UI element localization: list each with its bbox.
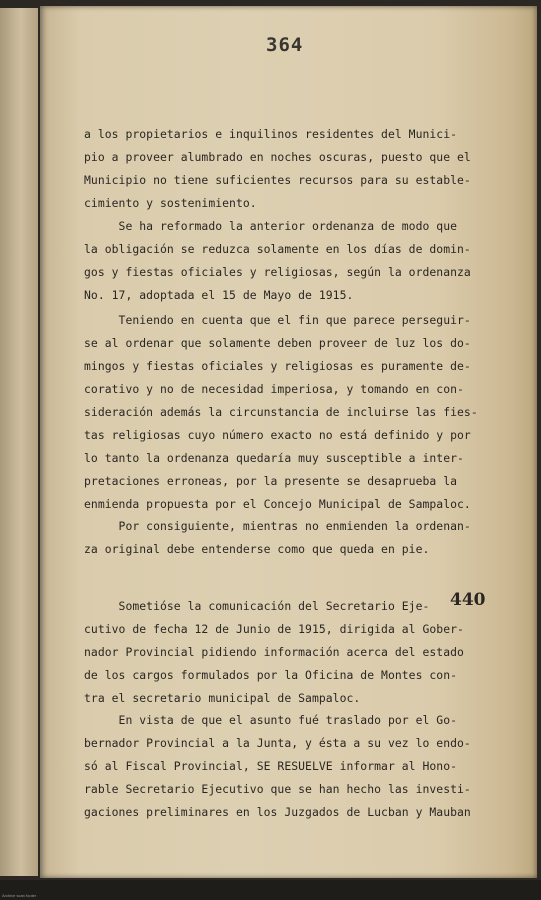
scan-footer-bar (0, 880, 541, 900)
paragraph-2: Se ha reformado la anterior ordenanza de modo que la obligación se reduzca solamente en los días de domin- gos y fiestas oficiales y religiosas, según la ordenanza No. 17, adoptada el 15 de Mayo de 1915. (84, 219, 471, 302)
paragraph-3: Teniendo en cuenta que el fin que parece perseguir- se al ordenar que solamente deben proveer de luz los do- mingos y fiestas oficiales y religiosas es puramente de- corativo y no de necesidad imperiosa, y tomando en con- sideración además la circunstancia de incluirse las fies- tas religiosas cuyo número exacto no está definido y por lo tanto la ordenanza quedaría muy susceptible a inter- pretaciones erroneas, por la presente se desaprueba la enmienda propuesta por el Concejo Municipal de Sampaloc. (84, 313, 478, 511)
previous-page-edge (0, 8, 38, 876)
scan-footer-text: Archive scan footer (2, 893, 37, 898)
paragraph-1: a los propietarios e inquilinos residentes del Munici- pio a proveer alumbrado en noches oscuras, puesto que el Municipio no tiene suficientes recursos para su estable- cimiento y sostenimiento. (84, 127, 471, 210)
paragraph-4: Por consiguiente, mientras no enmienden la ordenan- za original debe entenderse como que queda en pie. (84, 519, 471, 556)
paragraph-5: Sometióse la comunicación del Secretario Eje- cutivo de fecha 12 de Junio de 1915, dirigida al Gober- nador Provincial pidiendo información acerca del estado de los cargos formulados por la Oficina de Montes con- tra el secretario municipal de Sampaloc. (84, 599, 464, 705)
page-number: 364 (266, 34, 304, 56)
paragraph-6: En vista de que el asunto fué traslado por el Go- bernador Provincial a la Junta, y ésta a su vez lo endo- só al Fiscal Provincial, SE RESUELVE informar al Hono- rable Secretario Ejecutivo que se han hecho las investi- gaciones preliminares en los Juzgados de Lucban y Mauban (84, 713, 471, 819)
marginal-number: 440 (450, 590, 486, 610)
document-page (40, 6, 537, 878)
